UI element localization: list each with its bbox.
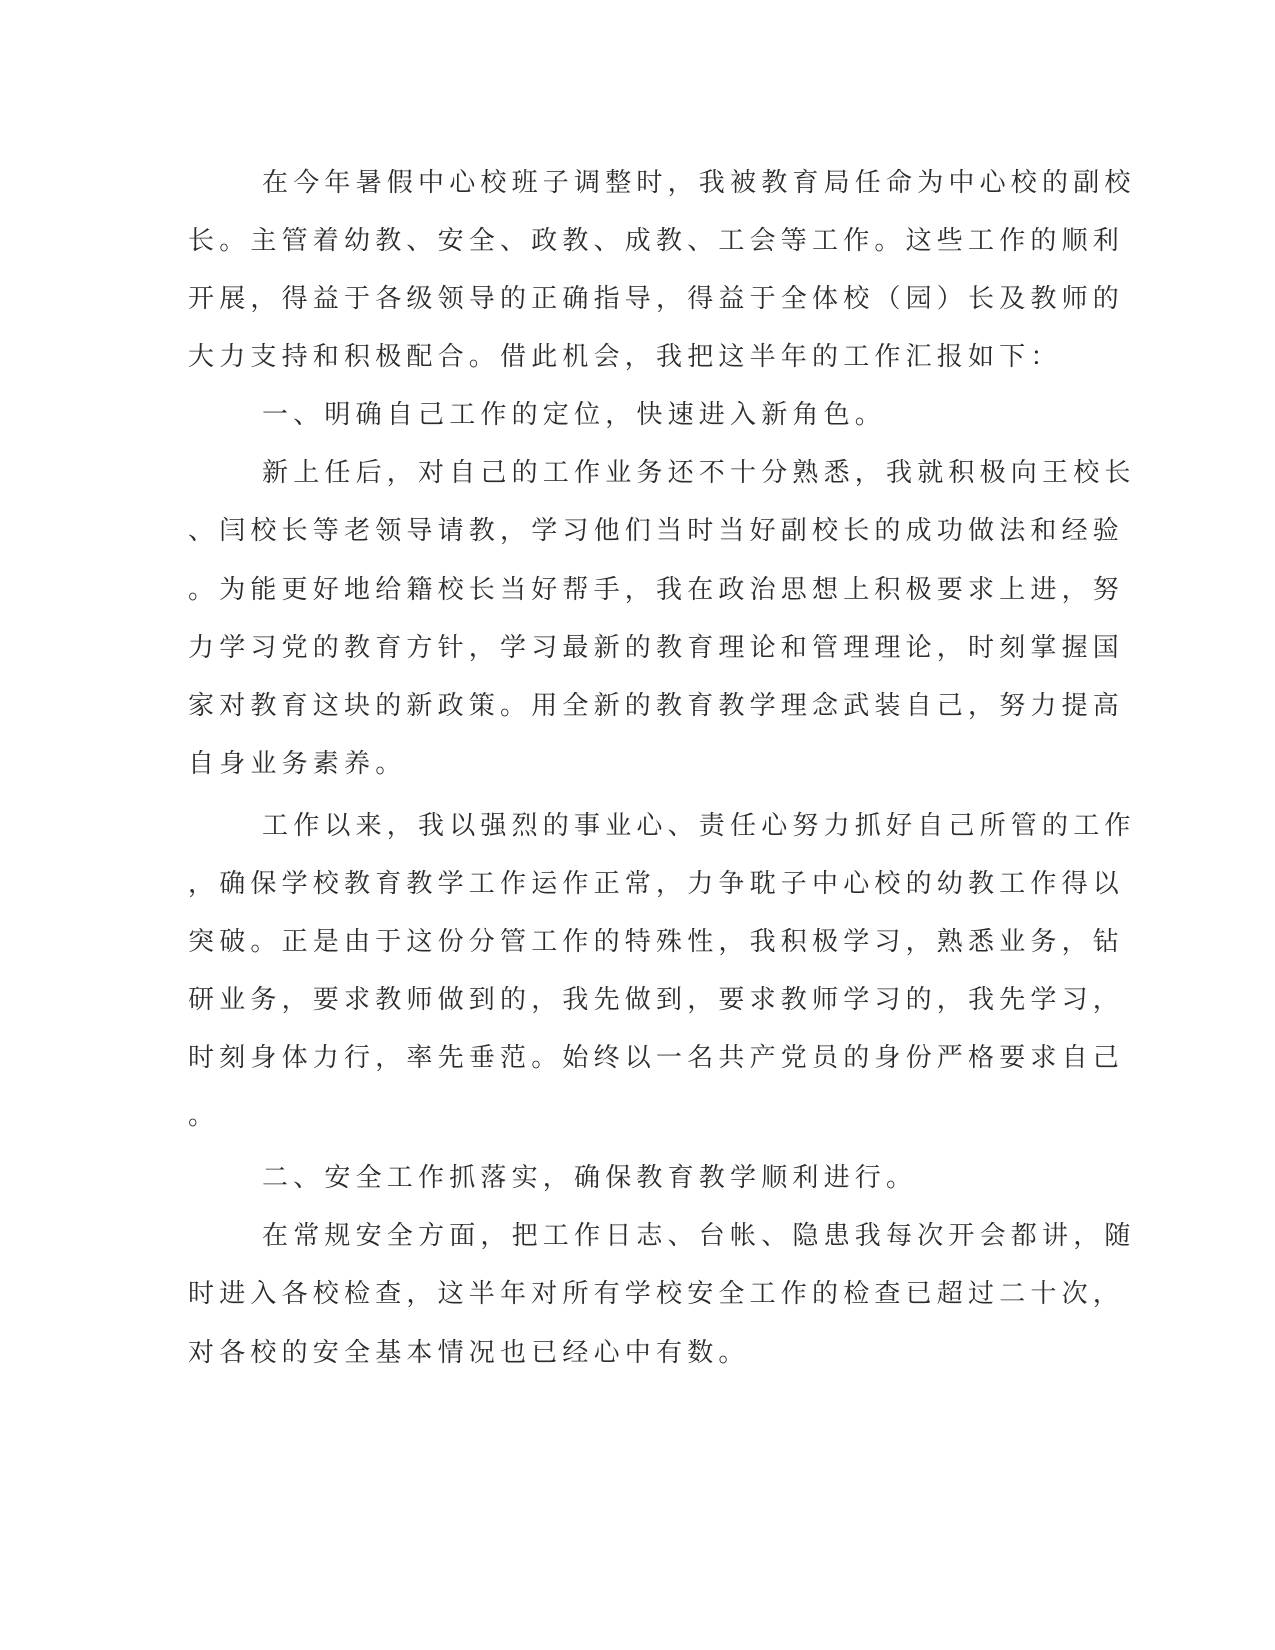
section-heading: 一、明确自己工作的定位，快速进入新角色。 bbox=[262, 400, 887, 430]
text-line: 时刻身体力行，率先垂范。始终以一名共产党员的身份严格要求自己 bbox=[188, 1043, 1125, 1073]
text-line: 家对教育这块的新政策。用全新的教育教学理念武装自己，努力提高 bbox=[188, 691, 1125, 721]
text-line: 自身业务素养。 bbox=[188, 749, 407, 779]
text-line: 、闫校长等老领导请教，学习他们当时当好副校长的成功做法和经验 bbox=[188, 516, 1125, 546]
text-line: 力学习党的教育方针，学习最新的教育理论和管理理论，时刻掌握国 bbox=[188, 633, 1125, 663]
text-line: ，确保学校教育教学工作运作正常，力争耽子中心校的幼教工作得以 bbox=[188, 869, 1125, 899]
text-line: 。为能更好地给籍校长当好帮手，我在政治思想上积极要求上进，努 bbox=[188, 575, 1125, 605]
text-line: 时进入各校检查，这半年对所有学校安全工作的检查已超过二十次， bbox=[188, 1279, 1125, 1309]
text-line: 突破。正是由于这份分管工作的特殊性，我积极学习，熟悉业务，钻 bbox=[188, 927, 1125, 957]
text-line: 对各校的安全基本情况也已经心中有数。 bbox=[188, 1338, 750, 1368]
text-line: 新上任后，对自己的工作业务还不十分熟悉，我就积极向王校长 bbox=[262, 458, 1136, 488]
section-heading: 二、安全工作抓落实，确保教育教学顺利进行。 bbox=[262, 1163, 918, 1193]
text-line: 研业务，要求教师做到的，我先做到，要求教师学习的，我先学习， bbox=[188, 985, 1125, 1015]
text-line: 大力支持和积极配合。借此机会，我把这半年的工作汇报如下： bbox=[188, 342, 1062, 372]
text-line: 长。主管着幼教、安全、政教、成教、工会等工作。这些工作的顺利 bbox=[188, 226, 1125, 256]
text-line: 在常规安全方面，把工作日志、台帐、隐患我每次开会都讲，随 bbox=[262, 1221, 1136, 1251]
text-line: 工作以来，我以强烈的事业心、责任心努力抓好自己所管的工作 bbox=[262, 811, 1136, 841]
text-line: 。 bbox=[188, 1101, 220, 1131]
text-line: 开展，得益于各级领导的正确指导，得益于全体校（园）长及教师的 bbox=[188, 284, 1125, 314]
text-line: 在今年暑假中心校班子调整时，我被教育局任命为中心校的副校 bbox=[262, 168, 1136, 198]
